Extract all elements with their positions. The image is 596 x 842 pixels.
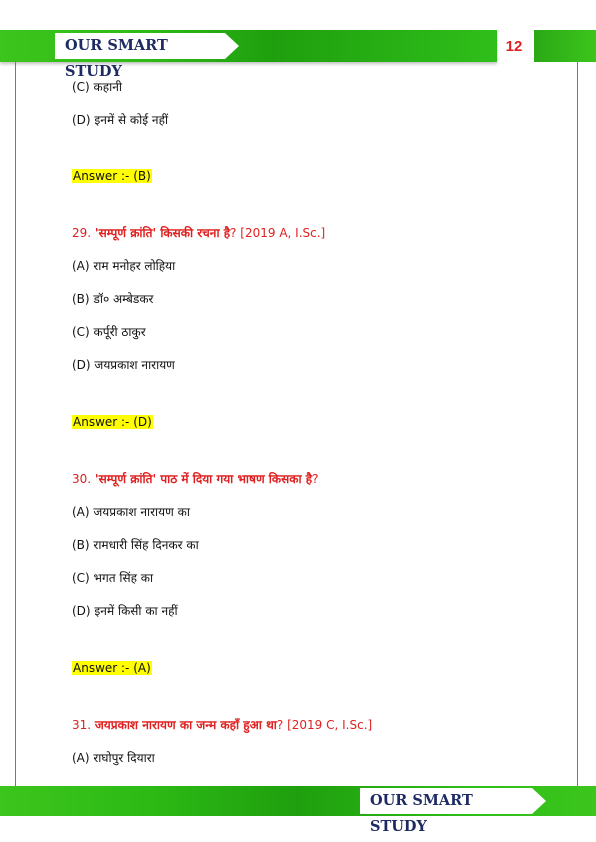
option-d: (D) इनमें से कोई नहीं <box>72 113 169 127</box>
option-b: (B) रामधारी सिंह दिनकर का <box>72 538 199 552</box>
option-d: (D) जयप्रकाश नारायण <box>72 358 175 372</box>
question-number: 30. <box>72 472 95 486</box>
question-suffix: ? <box>312 472 319 486</box>
header-title: OUR SMART STUDY <box>55 33 225 59</box>
option-c: (C) भगत सिंह का <box>72 571 154 585</box>
option-c: (C) कहानी <box>72 80 123 94</box>
answer-line <box>72 660 152 676</box>
option-a: (A) जयप्रकाश नारायण का <box>72 505 190 519</box>
answer-highlight: Answer :- (B) <box>73 169 151 183</box>
page-number: 12 <box>498 32 530 62</box>
option-d: (D) इनमें किसी का नहीं <box>72 604 178 618</box>
footer-title: OUR SMART STUDY <box>360 788 532 814</box>
question-text: 'सम्पूर्ण क्रांति' पाठ में दिया गया भाषण किसका है <box>94 472 313 486</box>
question-31 <box>72 717 372 733</box>
footer-arrow-icon <box>532 788 546 814</box>
left-border-line <box>15 62 16 786</box>
question-number: 29. <box>72 226 95 240</box>
question-29 <box>72 225 325 241</box>
answer-highlight: Answer :- (D) <box>73 415 152 429</box>
option-a: (A) राम मनोहर लोहिया <box>72 259 176 273</box>
answer-line <box>72 414 153 430</box>
question-suffix: ? [2019 A, I.Sc.] <box>230 226 326 240</box>
question-number: 31. <box>72 718 95 732</box>
header-arrow-icon <box>225 33 239 59</box>
header-right-banner <box>534 30 596 62</box>
answer-highlight: Answer :- (A) <box>73 661 151 675</box>
question-suffix: ? [2019 C, I.Sc.] <box>276 718 373 732</box>
right-border-line <box>577 62 578 786</box>
option-a: (A) राघोपुर दियारा <box>72 751 155 765</box>
answer-line <box>72 168 152 184</box>
option-b: (B) डॉ० अम्बेडकर <box>72 292 154 306</box>
question-30 <box>72 471 319 487</box>
question-text: जयप्रकाश नारायण का जन्म कहाँ हुआ था <box>94 718 277 732</box>
option-c: (C) कर्पूरी ठाकुर <box>72 325 146 339</box>
question-text: 'सम्पूर्ण क्रांति' किसकी रचना है <box>94 226 231 240</box>
